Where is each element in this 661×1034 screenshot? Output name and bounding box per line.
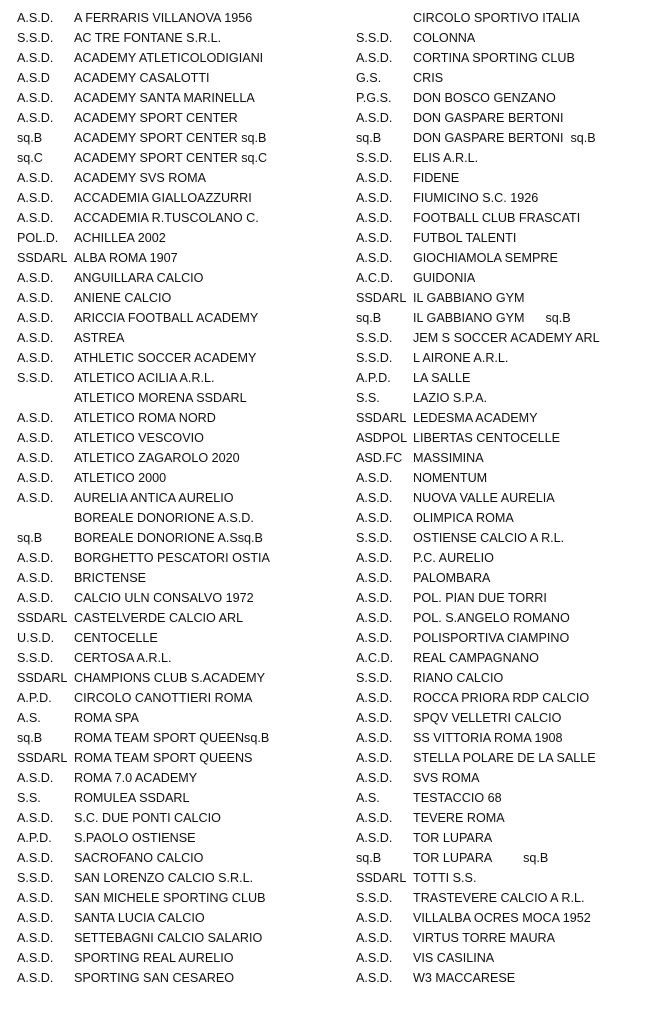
club-name: ANGUILLARA CALCIO xyxy=(74,271,204,285)
club-type-prefix: S.S.D. xyxy=(356,331,393,345)
club-row xyxy=(17,288,337,308)
club-row xyxy=(356,828,656,848)
club-row xyxy=(356,808,656,828)
club-name: SPQV VELLETRI CALCIO xyxy=(413,711,562,725)
club-type-prefix: S.S.D. xyxy=(17,871,54,885)
club-name: LAZIO S.P.A. xyxy=(413,391,487,405)
club-name: W3 MACCARESE xyxy=(413,971,516,985)
club-name: REAL CAMPAGNANO xyxy=(413,651,539,665)
club-name: CASTELVERDE CALCIO ARL xyxy=(74,611,244,625)
club-name: ROMULEA SSDARL xyxy=(74,791,190,805)
club-type-prefix: sq.B xyxy=(356,851,382,865)
club-name: OSTIENSE CALCIO A R.L. xyxy=(413,531,565,545)
club-type-prefix: A.S.D. xyxy=(17,11,54,25)
club-row xyxy=(17,888,337,908)
club-name: MASSIMINA xyxy=(413,451,484,465)
club-type-prefix: A.S.D. xyxy=(356,471,393,485)
club-type-prefix: A.S.D. xyxy=(356,831,393,845)
club-name: AURELIA ANTICA AURELIO xyxy=(74,491,234,505)
club-type-prefix: A.S.D. xyxy=(356,111,393,125)
club-type-prefix: A.S.D. xyxy=(356,771,393,785)
club-row xyxy=(356,648,656,668)
club-row xyxy=(17,468,337,488)
club-type-prefix: S.S.D. xyxy=(356,531,393,545)
club-type-prefix: sq.C xyxy=(17,151,43,165)
club-name: VIS CASILINA xyxy=(413,951,495,965)
club-row xyxy=(356,328,656,348)
club-type-prefix: A.S.D. xyxy=(356,631,393,645)
club-type-prefix: A.S.D. xyxy=(356,751,393,765)
club-name: SETTEBAGNI CALCIO SALARIO xyxy=(74,931,263,945)
club-row xyxy=(356,568,656,588)
club-name: ATLETICO ACILIA A.R.L. xyxy=(74,371,215,385)
club-type-prefix: S.S.D. xyxy=(356,31,393,45)
club-row xyxy=(17,868,337,888)
club-type-prefix: SSDARL xyxy=(17,751,68,765)
club-type-prefix: S.S.D. xyxy=(356,351,393,365)
club-row xyxy=(356,488,656,508)
club-type-prefix: sq.B xyxy=(17,731,43,745)
club-type-prefix: G.S. xyxy=(356,71,382,85)
club-type-prefix: S.S. xyxy=(17,791,41,805)
club-row xyxy=(356,948,656,968)
club-name: SPORTING REAL AURELIO xyxy=(74,951,234,965)
club-type-prefix: SSDARL xyxy=(17,611,68,625)
club-row xyxy=(17,328,337,348)
club-name: SACROFANO CALCIO xyxy=(74,851,204,865)
club-type-prefix: A.S.D. xyxy=(17,271,54,285)
club-name: ACADEMY ATLETICOLODIGIANI xyxy=(74,51,264,65)
club-row xyxy=(17,388,337,408)
club-name: CERTOSA A.R.L. xyxy=(74,651,172,665)
club-type-prefix: POL.D. xyxy=(17,231,59,245)
club-row xyxy=(356,848,656,868)
club-type-prefix: A.S.D. xyxy=(356,611,393,625)
club-row xyxy=(356,28,656,48)
club-name: ACADEMY SPORT CENTER sq.B xyxy=(74,131,267,145)
club-type-prefix: A.P.D. xyxy=(356,371,391,385)
club-row xyxy=(17,208,337,228)
club-type-prefix: A.S.D. xyxy=(17,951,54,965)
club-name: ACCADEMIA R.TUSCOLANO C. xyxy=(74,211,259,225)
club-row xyxy=(356,868,656,888)
club-row xyxy=(356,48,656,68)
club-name: DON GASPARE BERTONI sq.B xyxy=(413,131,596,145)
club-row xyxy=(17,728,337,748)
club-name: ACADEMY SVS ROMA xyxy=(74,171,207,185)
club-row xyxy=(17,508,337,528)
club-name: CRIS xyxy=(413,71,444,85)
club-name: JEM S SOCCER ACADEMY ARL xyxy=(413,331,600,345)
club-name: BOREALE DONORIONE A.Ssq.B xyxy=(74,531,263,545)
club-row xyxy=(356,8,656,28)
club-name: DON BOSCO GENZANO xyxy=(413,91,556,105)
club-row xyxy=(356,968,656,988)
club-name: TEVERE ROMA xyxy=(413,811,505,825)
club-row xyxy=(356,508,656,528)
club-type-prefix: A.S.D. xyxy=(17,771,54,785)
club-name: CHAMPIONS CLUB S.ACADEMY xyxy=(74,671,266,685)
club-name: SVS ROMA xyxy=(413,771,480,785)
club-row xyxy=(17,968,337,988)
club-type-prefix: A.S.D. xyxy=(356,731,393,745)
club-row xyxy=(17,708,337,728)
club-row xyxy=(17,248,337,268)
club-row xyxy=(356,248,656,268)
club-type-prefix: A.S.D. xyxy=(17,811,54,825)
club-name: L AIRONE A.R.L. xyxy=(413,351,509,365)
club-row xyxy=(17,348,337,368)
club-type-prefix: A.S.D. xyxy=(17,431,54,445)
club-row xyxy=(356,608,656,628)
club-type-prefix: A.C.D. xyxy=(356,271,394,285)
club-row xyxy=(17,368,337,388)
club-name: ROMA TEAM SPORT QUEENS xyxy=(74,751,253,765)
club-row xyxy=(356,68,656,88)
club-row xyxy=(17,428,337,448)
club-name: NOMENTUM xyxy=(413,471,488,485)
club-type-prefix: S.S. xyxy=(356,391,380,405)
club-type-prefix: A.S.D. xyxy=(356,171,393,185)
club-type-prefix: A.S.D. xyxy=(17,571,54,585)
club-list-right-column xyxy=(356,8,656,988)
club-row xyxy=(356,768,656,788)
club-name: ATLETICO MORENA SSDARL xyxy=(74,391,247,405)
club-row xyxy=(356,288,656,308)
club-type-prefix: S.S.D. xyxy=(356,151,393,165)
club-name: ATLETICO 2000 xyxy=(74,471,167,485)
club-name: IL GABBIANO GYM xyxy=(413,291,525,305)
club-type-prefix: A.S.D. xyxy=(356,51,393,65)
club-row xyxy=(356,548,656,568)
club-type-prefix: A.S.D. xyxy=(17,211,54,225)
club-name: CIRCOLO CANOTTIERI ROMA xyxy=(74,691,253,705)
club-type-prefix: A.S.D. xyxy=(356,591,393,605)
club-type-prefix: SSDARL xyxy=(17,671,68,685)
club-row xyxy=(17,148,337,168)
club-name: TRASTEVERE CALCIO A R.L. xyxy=(413,891,585,905)
club-type-prefix: A.S.D. xyxy=(356,951,393,965)
club-row xyxy=(356,148,656,168)
club-name: COLONNA xyxy=(413,31,476,45)
club-name: TOR LUPARA sq.B xyxy=(413,851,549,865)
club-name: SAN LORENZO CALCIO S.R.L. xyxy=(74,871,254,885)
club-name: BORGHETTO PESCATORI OSTIA xyxy=(74,551,270,565)
club-name: CORTINA SPORTING CLUB xyxy=(413,51,575,65)
club-name: POL. S.ANGELO ROMANO xyxy=(413,611,570,625)
club-type-prefix: A.S.D xyxy=(17,71,50,85)
club-name: RIANO CALCIO xyxy=(413,671,504,685)
club-name: VIRTUS TORRE MAURA xyxy=(413,931,556,945)
club-name: FOOTBALL CLUB FRASCATI xyxy=(413,211,581,225)
club-row xyxy=(356,348,656,368)
club-name: SAN MICHELE SPORTING CLUB xyxy=(74,891,266,905)
club-row xyxy=(356,468,656,488)
club-name: ROMA TEAM SPORT QUEENsq.B xyxy=(74,731,270,745)
club-name: LA SALLE xyxy=(413,371,471,385)
club-name: FIDENE xyxy=(413,171,460,185)
club-type-prefix: S.S.D. xyxy=(17,31,54,45)
club-type-prefix: A.S.D. xyxy=(17,91,54,105)
club-type-prefix: A.S.D. xyxy=(356,931,393,945)
club-name: VILLALBA OCRES MOCA 1952 xyxy=(413,911,591,925)
club-row xyxy=(17,748,337,768)
club-row xyxy=(356,528,656,548)
club-type-prefix: sq.B xyxy=(17,131,43,145)
club-row xyxy=(17,268,337,288)
club-name: STELLA POLARE DE LA SALLE xyxy=(413,751,596,765)
club-name: CIRCOLO SPORTIVO ITALIA xyxy=(413,11,580,25)
club-type-prefix: A.S.D. xyxy=(17,891,54,905)
club-type-prefix: A.S.D. xyxy=(17,471,54,485)
club-row xyxy=(356,308,656,328)
club-name: P.C. AURELIO xyxy=(413,551,494,565)
club-row xyxy=(356,788,656,808)
club-name: SPORTING SAN CESAREO xyxy=(74,971,235,985)
club-row xyxy=(17,48,337,68)
club-row xyxy=(356,368,656,388)
club-type-prefix: A.S.D. xyxy=(17,51,54,65)
club-row xyxy=(17,528,337,548)
club-row xyxy=(17,768,337,788)
club-row xyxy=(17,68,337,88)
club-name: ATLETICO VESCOVIO xyxy=(74,431,204,445)
club-name: NUOVA VALLE AURELIA xyxy=(413,491,555,505)
club-type-prefix: A.S.D. xyxy=(356,551,393,565)
club-type-prefix: A.S.D. xyxy=(356,811,393,825)
club-type-prefix: A.S.D. xyxy=(17,351,54,365)
club-row xyxy=(17,188,337,208)
club-row xyxy=(17,88,337,108)
club-type-prefix: A.C.D. xyxy=(356,651,394,665)
club-type-prefix: A.S.D. xyxy=(356,231,393,245)
club-type-prefix: A.S.D. xyxy=(17,191,54,205)
club-type-prefix: A.S.D. xyxy=(356,911,393,925)
club-row xyxy=(17,628,337,648)
club-row xyxy=(17,928,337,948)
club-name: S.C. DUE PONTI CALCIO xyxy=(74,811,221,825)
club-type-prefix: ASD.FC xyxy=(356,451,403,465)
club-row xyxy=(356,388,656,408)
club-type-prefix: A.S.D. xyxy=(17,171,54,185)
club-row xyxy=(356,708,656,728)
club-name: LIBERTAS CENTOCELLE xyxy=(413,431,560,445)
club-name: SS VITTORIA ROMA 1908 xyxy=(413,731,563,745)
club-name: OLIMPICA ROMA xyxy=(413,511,514,525)
club-type-prefix: A.S.D. xyxy=(17,311,54,325)
club-type-prefix: S.S.D. xyxy=(356,891,393,905)
club-type-prefix: SSDARL xyxy=(356,871,407,885)
club-name: ROCCA PRIORA RDP CALCIO xyxy=(413,691,590,705)
club-name: SANTA LUCIA CALCIO xyxy=(74,911,205,925)
club-type-prefix: A.S.D. xyxy=(17,911,54,925)
club-type-prefix: A.S.D. xyxy=(17,111,54,125)
club-type-prefix: A.S.D. xyxy=(356,711,393,725)
club-name: FIUMICINO S.C. 1926 xyxy=(413,191,539,205)
club-row xyxy=(17,308,337,328)
club-row xyxy=(17,8,337,28)
club-type-prefix: A.S.D. xyxy=(356,511,393,525)
club-type-prefix: SSDARL xyxy=(356,291,407,305)
club-type-prefix: sq.B xyxy=(17,531,43,545)
club-name: ACADEMY SANTA MARINELLA xyxy=(74,91,255,105)
club-row xyxy=(356,668,656,688)
club-type-prefix: A.S. xyxy=(356,791,380,805)
club-row xyxy=(356,688,656,708)
club-name: BOREALE DONORIONE A.S.D. xyxy=(74,511,254,525)
club-name: ACADEMY CASALOTTI xyxy=(74,71,210,85)
club-name: GUIDONIA xyxy=(413,271,476,285)
club-row xyxy=(356,748,656,768)
club-type-prefix: A.S.D. xyxy=(356,691,393,705)
club-type-prefix: A.S.D. xyxy=(356,191,393,205)
club-type-prefix: U.S.D. xyxy=(17,631,55,645)
club-row xyxy=(356,108,656,128)
club-row xyxy=(17,608,337,628)
club-name: FUTBOL TALENTI xyxy=(413,231,517,245)
club-name: A FERRARIS VILLANOVA 1956 xyxy=(74,11,253,25)
club-row xyxy=(356,228,656,248)
club-name: ARICCIA FOOTBALL ACADEMY xyxy=(74,311,259,325)
club-type-prefix: A.S.D. xyxy=(17,971,54,985)
club-type-prefix: A.P.D. xyxy=(17,831,52,845)
club-row xyxy=(356,428,656,448)
club-name: BRICTENSE xyxy=(74,571,147,585)
club-type-prefix: SSDARL xyxy=(356,411,407,425)
club-row xyxy=(356,128,656,148)
club-type-prefix: A.S.D. xyxy=(17,291,54,305)
club-row xyxy=(356,888,656,908)
club-row xyxy=(356,188,656,208)
club-row xyxy=(356,588,656,608)
club-row xyxy=(17,908,337,928)
club-row xyxy=(17,828,337,848)
club-type-prefix: P.G.S. xyxy=(356,91,392,105)
club-row xyxy=(17,948,337,968)
club-name: DON GASPARE BERTONI xyxy=(413,111,564,125)
club-name: S.PAOLO OSTIENSE xyxy=(74,831,196,845)
club-type-prefix: A.S.D. xyxy=(17,551,54,565)
club-type-prefix: sq.B xyxy=(356,131,382,145)
club-row xyxy=(17,788,337,808)
club-row xyxy=(17,688,337,708)
club-name: LEDESMA ACADEMY xyxy=(413,411,538,425)
club-name: ACCADEMIA GIALLOAZZURRI xyxy=(74,191,252,205)
club-row xyxy=(356,908,656,928)
club-row xyxy=(356,408,656,428)
club-name: ACADEMY SPORT CENTER sq.C xyxy=(74,151,268,165)
club-name: CENTOCELLE xyxy=(74,631,158,645)
club-type-prefix: A.S.D. xyxy=(17,591,54,605)
club-type-prefix: A.S.D. xyxy=(17,411,54,425)
club-name: ALBA ROMA 1907 xyxy=(74,251,178,265)
club-name: ATLETICO ZAGAROLO 2020 xyxy=(74,451,240,465)
club-name: ROMA SPA xyxy=(74,711,139,725)
club-row xyxy=(17,808,337,828)
club-row xyxy=(356,928,656,948)
club-name: ASTREA xyxy=(74,331,125,345)
club-name: ELIS A.R.L. xyxy=(413,151,479,165)
club-type-prefix: A.S. xyxy=(17,711,41,725)
club-list-left-column xyxy=(17,8,337,988)
club-row xyxy=(356,448,656,468)
club-type-prefix: A.S.D. xyxy=(17,931,54,945)
club-row xyxy=(17,588,337,608)
club-name: PALOMBARA xyxy=(413,571,491,585)
club-row xyxy=(17,448,337,468)
club-type-prefix: A.S.D. xyxy=(17,451,54,465)
club-row xyxy=(17,128,337,148)
club-type-prefix: A.S.D. xyxy=(356,251,393,265)
club-name: ROMA 7.0 ACADEMY xyxy=(74,771,198,785)
club-type-prefix: S.S.D. xyxy=(17,651,54,665)
club-row xyxy=(356,168,656,188)
club-name: CALCIO ULN CONSALVO 1972 xyxy=(74,591,254,605)
club-name: POL. PIAN DUE TORRI xyxy=(413,591,547,605)
club-type-prefix: A.S.D. xyxy=(356,491,393,505)
club-row xyxy=(17,848,337,868)
club-name: ANIENE CALCIO xyxy=(74,291,172,305)
club-type-prefix: sq.B xyxy=(356,311,382,325)
club-name: AC TRE FONTANE S.R.L. xyxy=(74,31,222,45)
club-row xyxy=(17,228,337,248)
club-type-prefix: S.S.D. xyxy=(17,371,54,385)
club-type-prefix: ASDPOL xyxy=(356,431,408,445)
club-name: GIOCHIAMOLA SEMPRE xyxy=(413,251,558,265)
club-row xyxy=(17,668,337,688)
club-row xyxy=(17,548,337,568)
club-row xyxy=(17,28,337,48)
club-type-prefix: A.S.D. xyxy=(17,851,54,865)
club-name: TOR LUPARA xyxy=(413,831,493,845)
club-name: IL GABBIANO GYM sq.B xyxy=(413,311,571,325)
club-row xyxy=(17,488,337,508)
club-name: ATHLETIC SOCCER ACADEMY xyxy=(74,351,257,365)
club-type-prefix: SSDARL xyxy=(17,251,68,265)
club-type-prefix: A.S.D. xyxy=(356,971,393,985)
club-row xyxy=(17,168,337,188)
club-type-prefix: A.P.D. xyxy=(17,691,52,705)
club-name: ATLETICO ROMA NORD xyxy=(74,411,216,425)
club-type-prefix: A.S.D. xyxy=(17,331,54,345)
club-name: TESTACCIO 68 xyxy=(413,791,502,805)
club-type-prefix: A.S.D. xyxy=(17,491,54,505)
club-row xyxy=(356,628,656,648)
club-row xyxy=(356,88,656,108)
club-name: ACADEMY SPORT CENTER xyxy=(74,111,238,125)
club-row xyxy=(17,108,337,128)
club-name: ACHILLEA 2002 xyxy=(74,231,166,245)
club-row xyxy=(356,728,656,748)
club-row xyxy=(356,208,656,228)
club-type-prefix: A.S.D. xyxy=(356,211,393,225)
club-row xyxy=(356,268,656,288)
club-row xyxy=(17,648,337,668)
club-row xyxy=(17,408,337,428)
club-name: POLISPORTIVA CIAMPINO xyxy=(413,631,570,645)
club-name: TOTTI S.S. xyxy=(413,871,477,885)
club-type-prefix: S.S.D. xyxy=(356,671,393,685)
club-type-prefix: A.S.D. xyxy=(356,571,393,585)
club-row xyxy=(17,568,337,588)
